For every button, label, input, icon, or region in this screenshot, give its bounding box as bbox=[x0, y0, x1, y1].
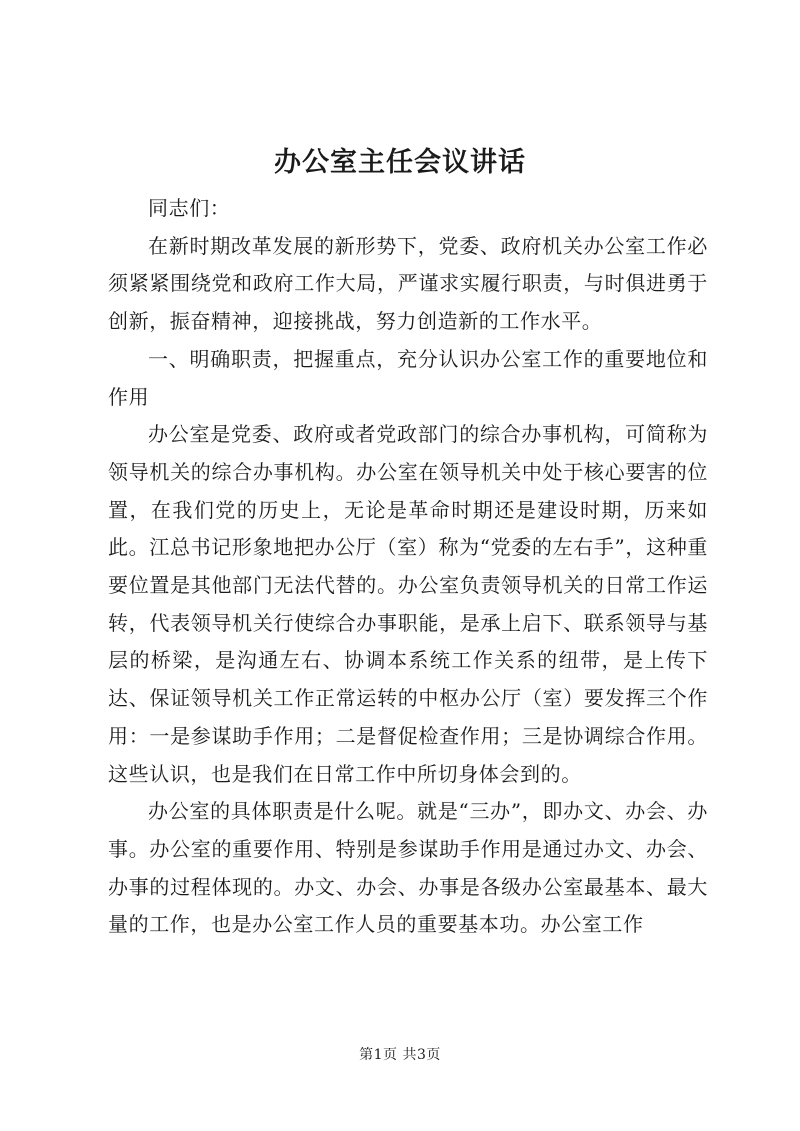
document-body bbox=[108, 190, 708, 944]
body-paragraph: 办公室的具体职责是什么呢。就是“三办”，即办文、办会、办事。办公室的重要作用、特别是参谋助手作用是通过办文、办会、办事的过程体现的。办文、办会、办事是各级办公室最基本、最大量的工作，也是办公室工作人员的重要基本功。办公室工作 bbox=[108, 799, 708, 937]
section-heading-paragraph: 一、明确职责，把握重点，充分认识办公室工作的重要地位和作用 bbox=[108, 346, 708, 409]
salutation-paragraph: 同志们： bbox=[148, 196, 231, 220]
page-footer: 第1页 共3页 bbox=[359, 1047, 441, 1063]
document-title: 办公室主任会议讲话 bbox=[274, 147, 526, 178]
intro-paragraph: 在新时期改革发展的新形势下，党委、政府机关办公室工作必须紧紧围绕党和政府工作大局，严谨求实履行职责，与时俱进勇于创新，振奋精神，迎接挑战，努力创造新的工作水平。 bbox=[108, 233, 708, 334]
body-paragraph: 办公室是党委、政府或者党政部门的综合办事机构，可简称为领导机关的综合办事机构。办公室在领导机关中处于核心要害的位置，在我们党的历史上，无论是革命时期还是建设时期，历来如此。江总书记形象地把办公厅（室）称为“党委的左右手”，这种重要位置是其他部门无法代替的。办公室负责领导机关的日常工作运转，代表领导机关行使综合办事职能，是承上启下、联系领导与基层的桥梁，是沟通左右、协调本系统工作关系的纽带，是上传下达、保证领导机关工作正常运转的中枢办公厅（室）要发挥三个作用：一是参谋助手作用；二是督促检查作用；三是协调综合作用。这些认识，也是我们在日常工作中所切身体会到的。 bbox=[108, 422, 708, 786]
